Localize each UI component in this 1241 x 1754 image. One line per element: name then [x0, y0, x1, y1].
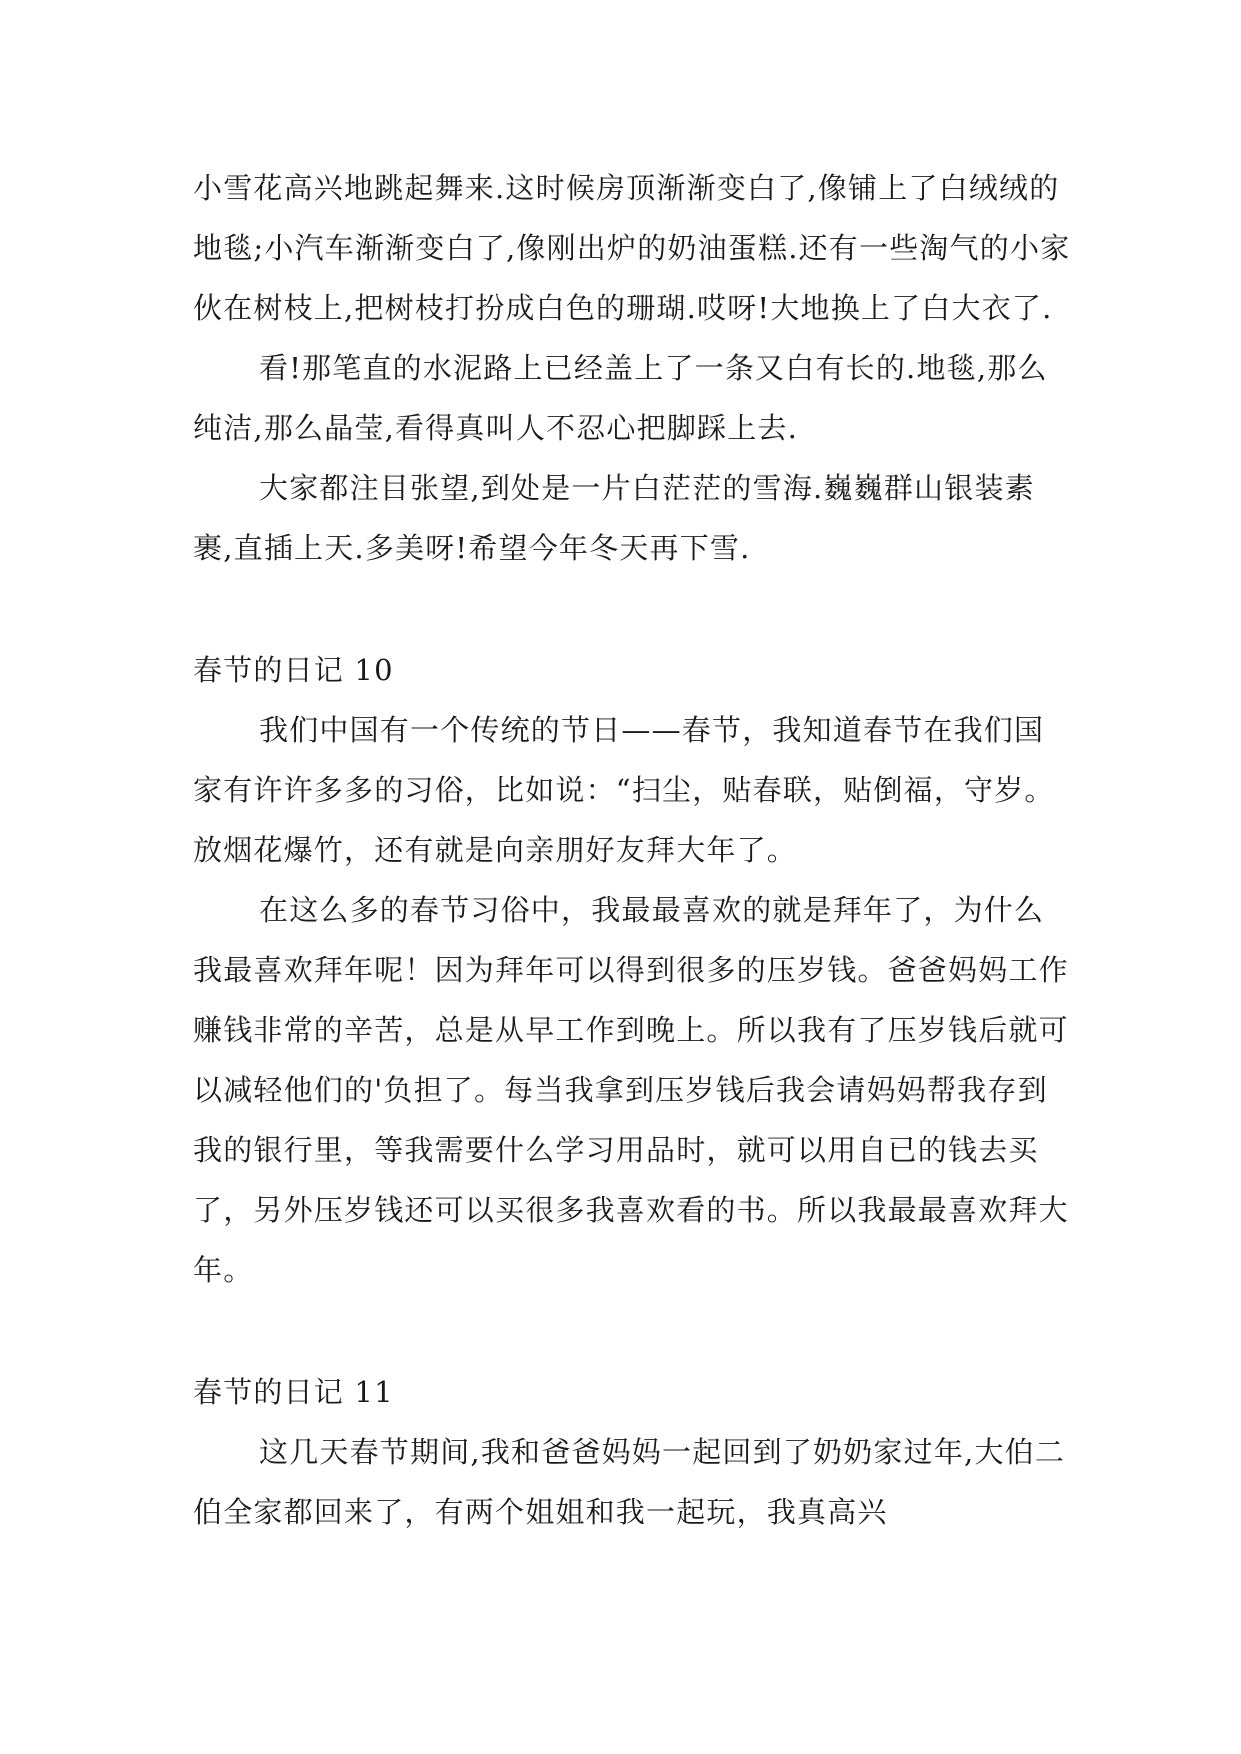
- paragraph-snow-1: 小雪花高兴地跳起舞来.这时候房顶渐渐变白了,像铺上了白绒绒的地毯;小汽车渐渐变白了,像刚出炉的奶油蛋糕.还有一些淘气的小家伙在树枝上,把树枝打扮成白色的珊瑚.哎呀!大地换上了白大衣了.: [193, 171, 1071, 325]
- paragraph-snow-3: 大家都注目张望,到处是一片白茫茫的雪海.巍巍群山银装素裹,直插上天.多美呀!希望今年冬天再下雪.: [193, 471, 1035, 565]
- section-gap: [193, 578, 1073, 640]
- section-gap: [193, 1300, 1073, 1362]
- section-title-11: 春节的日记 11: [193, 1375, 394, 1409]
- paragraph-spring-11-1: 这几天春节期间,我和爸爸妈妈一起回到了奶奶家过年,大伯二伯全家都回来了，有两个姐姐和我一起玩，我真高兴: [193, 1435, 1066, 1529]
- document-body: [193, 158, 1073, 1542]
- paragraph-snow-2: 看!那笔直的水泥路上已经盖上了一条又白有长的.地毯,那么纯洁,那么晶莹,看得真叫人不忍心把脚踩上去.: [193, 351, 1048, 445]
- paragraph-spring-10-1: 我们中国有一个传统的节日——春节，我知道春节在我们国家有许许多多的习俗，比如说：“扫尘，贴春联，贴倒福，守岁。放烟花爆竹，还有就是向亲朋好友拜大年了。: [193, 713, 1055, 867]
- section-title-10: 春节的日记 10: [193, 653, 394, 687]
- paragraph-spring-10-2: 在这么多的春节习俗中，我最最喜欢的就是拜年了，为什么我最喜欢拜年呢！因为拜年可以得到很多的压岁钱。爸爸妈妈工作赚钱非常的辛苦，总是从早工作到晚上。所以我有了压岁钱后就可以减轻他们的'负担了。每当我拿到压岁钱后我会请妈妈帮我存到我的银行里，等我需要什么学习用品时，就可以用自已的钱去买了，另外压岁钱还可以买很多我喜欢看的书。所以我最最喜欢拜大年。: [193, 893, 1069, 1287]
